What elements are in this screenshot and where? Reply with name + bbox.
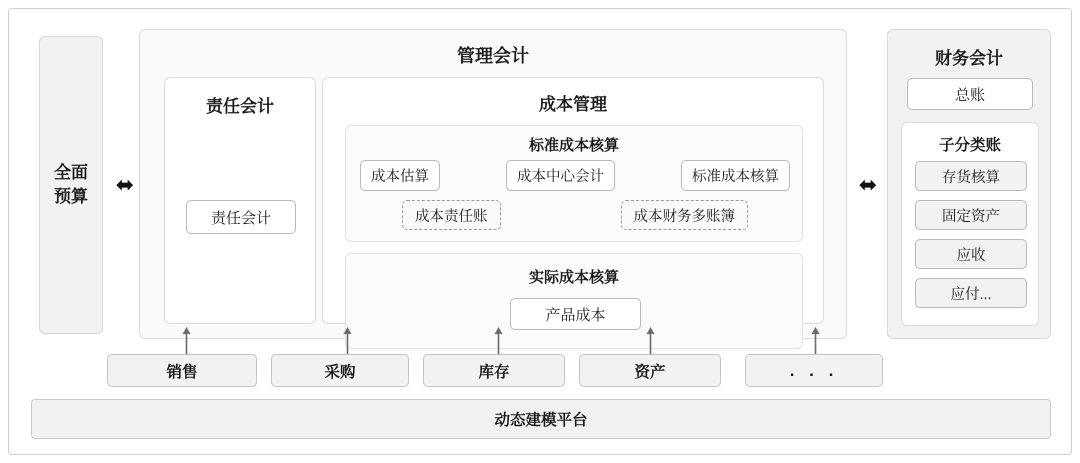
sub-ledger-panel [901, 122, 1039, 326]
financial-accounting-title: 财务会计 [935, 49, 1003, 68]
full-budget-label [54, 161, 88, 209]
standard-cost-title: 标准成本核算 [528, 137, 619, 154]
management-accounting-panel [139, 29, 847, 339]
sub-ledger-item[interactable]: 应收 [915, 239, 1027, 269]
source-box-inventory[interactable]: 库存 [423, 354, 565, 387]
general-ledger-item[interactable]: 总账 [907, 78, 1033, 110]
source-box-sales[interactable]: 销售 [107, 354, 257, 387]
actual-cost-panel [345, 253, 803, 349]
standard-cost-panel [345, 125, 803, 242]
sub-ledger-title: 子分类账 [938, 137, 1001, 154]
sub-ledger-item[interactable]: 存货核算 [915, 161, 1027, 191]
actual-cost-title: 实际成本核算 [528, 269, 619, 286]
cost-management-panel [322, 77, 824, 324]
left-double-arrow-icon: ⬌ [115, 172, 135, 197]
responsibility-accounting-panel [164, 77, 316, 324]
right-double-arrow-icon: ⬌ [858, 172, 878, 197]
full-budget-label-line1: 全面 [54, 163, 88, 182]
actual-cost-item[interactable]: 产品成本 [510, 298, 641, 330]
cost-management-title: 成本管理 [539, 95, 607, 114]
diagram-outer-frame [8, 8, 1072, 455]
standard-cost-item[interactable]: 成本估算 [360, 160, 440, 191]
standard-cost-row-1 [360, 160, 790, 191]
sub-ledger-item[interactable]: 应付... [915, 278, 1027, 308]
full-budget-panel[interactable] [39, 36, 103, 334]
standard-cost-row-2 [402, 200, 748, 230]
dynamic-modeling-platform[interactable]: 动态建模平台 [31, 399, 1051, 439]
source-box-more[interactable]: . . . [745, 354, 883, 387]
sub-ledger-item[interactable]: 固定资产 [915, 200, 1027, 230]
responsibility-accounting-title: 责任会计 [206, 97, 274, 116]
standard-cost-item[interactable]: 标准成本核算 [681, 160, 790, 191]
management-accounting-title: 管理会计 [457, 46, 529, 66]
source-box-assets[interactable]: 资产 [579, 354, 721, 387]
standard-cost-item-dashed[interactable]: 成本财务多账簿 [621, 200, 749, 230]
responsibility-accounting-item[interactable]: 责任会计 [186, 200, 296, 234]
source-box-purchase[interactable]: 采购 [271, 354, 409, 387]
standard-cost-item[interactable]: 成本中心会计 [506, 160, 615, 191]
full-budget-label-line2: 预算 [54, 187, 88, 206]
financial-accounting-panel [887, 29, 1051, 339]
standard-cost-item-dashed[interactable]: 成本责任账 [402, 200, 501, 230]
